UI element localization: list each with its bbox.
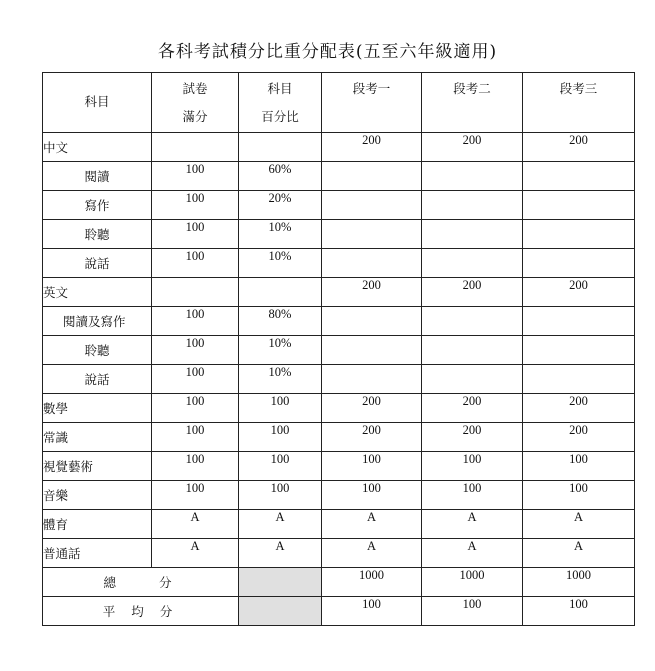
term1-cell bbox=[322, 307, 422, 336]
average-row bbox=[43, 597, 635, 626]
subject-name-cell: 常識 bbox=[43, 423, 152, 452]
full-score-cell: 100 bbox=[152, 365, 239, 394]
table-row bbox=[43, 249, 635, 278]
percentage-cell: 10% bbox=[239, 336, 322, 365]
full-score-cell bbox=[152, 133, 239, 162]
table-row bbox=[43, 278, 635, 307]
term3-cell bbox=[523, 336, 635, 365]
term3-cell: 100 bbox=[523, 452, 635, 481]
full-score-cell: 100 bbox=[152, 452, 239, 481]
term3-cell: 200 bbox=[523, 394, 635, 423]
term1-cell: 200 bbox=[322, 423, 422, 452]
term2-cell bbox=[422, 336, 523, 365]
term1-cell bbox=[322, 249, 422, 278]
term2-cell bbox=[422, 365, 523, 394]
header-row bbox=[43, 73, 635, 133]
full-score-cell: 100 bbox=[152, 191, 239, 220]
term1-cell bbox=[322, 220, 422, 249]
table-row bbox=[43, 394, 635, 423]
term1-cell: 200 bbox=[322, 133, 422, 162]
full-score-cell: 100 bbox=[152, 394, 239, 423]
term1-total-cell: 1000 bbox=[322, 568, 422, 597]
full-score-cell: 100 bbox=[152, 481, 239, 510]
header-term2-label: 段考二 bbox=[453, 81, 491, 96]
header-term2 bbox=[422, 73, 523, 133]
full-score-cell bbox=[152, 278, 239, 307]
subject-name-cell: 體育 bbox=[43, 510, 152, 539]
term3-total-cell: 100 bbox=[523, 597, 635, 626]
term3-cell: 200 bbox=[523, 423, 635, 452]
percentage-cell: 100 bbox=[239, 452, 322, 481]
term2-cell: 200 bbox=[422, 278, 523, 307]
full-score-cell: 100 bbox=[152, 336, 239, 365]
term1-cell: 100 bbox=[322, 481, 422, 510]
table-row bbox=[43, 336, 635, 365]
term3-cell: A bbox=[523, 510, 635, 539]
term2-cell: 200 bbox=[422, 394, 523, 423]
term2-cell bbox=[422, 249, 523, 278]
percentage-cell: 10% bbox=[239, 249, 322, 278]
header-exam-full-line1: 試卷 bbox=[182, 81, 208, 96]
header-term1 bbox=[322, 73, 422, 133]
percentage-cell: A bbox=[239, 510, 322, 539]
full-score-cell: 100 bbox=[152, 307, 239, 336]
term1-cell bbox=[322, 191, 422, 220]
term2-cell: 100 bbox=[422, 452, 523, 481]
table-row bbox=[43, 452, 635, 481]
grade-weight-table bbox=[42, 72, 635, 626]
term2-cell: A bbox=[422, 510, 523, 539]
subject-name-cell: 中文 bbox=[43, 133, 152, 162]
term3-cell bbox=[523, 307, 635, 336]
term1-cell: A bbox=[322, 510, 422, 539]
total-row bbox=[43, 568, 635, 597]
percentage-cell: 100 bbox=[239, 423, 322, 452]
header-percentage-line1: 科目 bbox=[267, 81, 293, 96]
table-row bbox=[43, 423, 635, 452]
term3-cell: 200 bbox=[523, 278, 635, 307]
table-row bbox=[43, 191, 635, 220]
term3-cell bbox=[523, 365, 635, 394]
term3-total-cell: 1000 bbox=[523, 568, 635, 597]
term2-cell bbox=[422, 191, 523, 220]
header-subject-label: 科目 bbox=[84, 94, 110, 109]
term2-cell bbox=[422, 307, 523, 336]
subject-name-cell: 閱讀及寫作 bbox=[43, 307, 152, 336]
term1-cell: 200 bbox=[322, 394, 422, 423]
term3-cell: 100 bbox=[523, 481, 635, 510]
full-score-cell: A bbox=[152, 539, 239, 568]
subject-name-cell: 聆聽 bbox=[43, 220, 152, 249]
header-term3 bbox=[523, 73, 635, 133]
table-row bbox=[43, 539, 635, 568]
term2-cell: 100 bbox=[422, 481, 523, 510]
table-row bbox=[43, 162, 635, 191]
header-term3-label: 段考三 bbox=[559, 81, 598, 96]
term2-cell: 200 bbox=[422, 423, 523, 452]
term1-cell bbox=[322, 336, 422, 365]
subject-name-cell: 說話 bbox=[43, 365, 152, 394]
term2-cell: 200 bbox=[422, 133, 523, 162]
term1-total-cell: 100 bbox=[322, 597, 422, 626]
header-percentage bbox=[239, 73, 322, 133]
subject-name-cell: 說話 bbox=[43, 249, 152, 278]
subject-name-cell: 音樂 bbox=[43, 481, 152, 510]
subject-name-cell: 寫作 bbox=[43, 191, 152, 220]
term3-cell: 200 bbox=[523, 133, 635, 162]
term1-cell: A bbox=[322, 539, 422, 568]
subject-name-cell: 閱讀 bbox=[43, 162, 152, 191]
subject-name-cell: 數學 bbox=[43, 394, 152, 423]
full-score-cell: 100 bbox=[152, 162, 239, 191]
full-score-cell: 100 bbox=[152, 249, 239, 278]
term2-cell: A bbox=[422, 539, 523, 568]
term1-cell bbox=[322, 162, 422, 191]
full-score-cell: 100 bbox=[152, 423, 239, 452]
table-row bbox=[43, 220, 635, 249]
full-score-cell: A bbox=[152, 510, 239, 539]
percentage-cell bbox=[239, 133, 322, 162]
percentage-cell: 80% bbox=[239, 307, 322, 336]
term3-cell bbox=[523, 191, 635, 220]
percentage-cell: A bbox=[239, 539, 322, 568]
percentage-cell bbox=[239, 278, 322, 307]
subject-name-cell: 聆聽 bbox=[43, 336, 152, 365]
average-label: 平 均 分 bbox=[43, 597, 239, 626]
subject-name-cell: 普通話 bbox=[43, 539, 152, 568]
term1-cell: 200 bbox=[322, 278, 422, 307]
percentage-cell: 10% bbox=[239, 220, 322, 249]
table-row bbox=[43, 481, 635, 510]
term2-total-cell: 1000 bbox=[422, 568, 523, 597]
table-row bbox=[43, 133, 635, 162]
document-title: 各科考試積分比重分配表(五至六年級適用) bbox=[157, 42, 498, 62]
term2-cell bbox=[422, 220, 523, 249]
header-term1-label: 段考一 bbox=[352, 81, 391, 96]
header-exam-full bbox=[152, 73, 239, 133]
header-subject bbox=[43, 73, 152, 133]
total-label: 總 分 bbox=[43, 568, 239, 597]
subject-name-cell: 英文 bbox=[43, 278, 152, 307]
percentage-cell: 100 bbox=[239, 394, 322, 423]
term2-cell bbox=[422, 162, 523, 191]
table-row bbox=[43, 510, 635, 539]
percentage-cell: 100 bbox=[239, 481, 322, 510]
full-score-cell: 100 bbox=[152, 220, 239, 249]
percentage-cell: 20% bbox=[239, 191, 322, 220]
term3-cell bbox=[523, 220, 635, 249]
percentage-cell: 10% bbox=[239, 365, 322, 394]
header-exam-full-line2: 滿分 bbox=[182, 109, 208, 124]
shaded-cell bbox=[239, 597, 322, 626]
term3-cell: A bbox=[523, 539, 635, 568]
term1-cell bbox=[322, 365, 422, 394]
table-row bbox=[43, 365, 635, 394]
percentage-cell: 60% bbox=[239, 162, 322, 191]
shaded-cell bbox=[239, 568, 322, 597]
subject-name-cell: 視覺藝術 bbox=[43, 452, 152, 481]
term3-cell bbox=[523, 249, 635, 278]
term1-cell: 100 bbox=[322, 452, 422, 481]
term3-cell bbox=[523, 162, 635, 191]
header-percentage-line2: 百分比 bbox=[261, 109, 299, 124]
table-row bbox=[43, 307, 635, 336]
term2-total-cell: 100 bbox=[422, 597, 523, 626]
